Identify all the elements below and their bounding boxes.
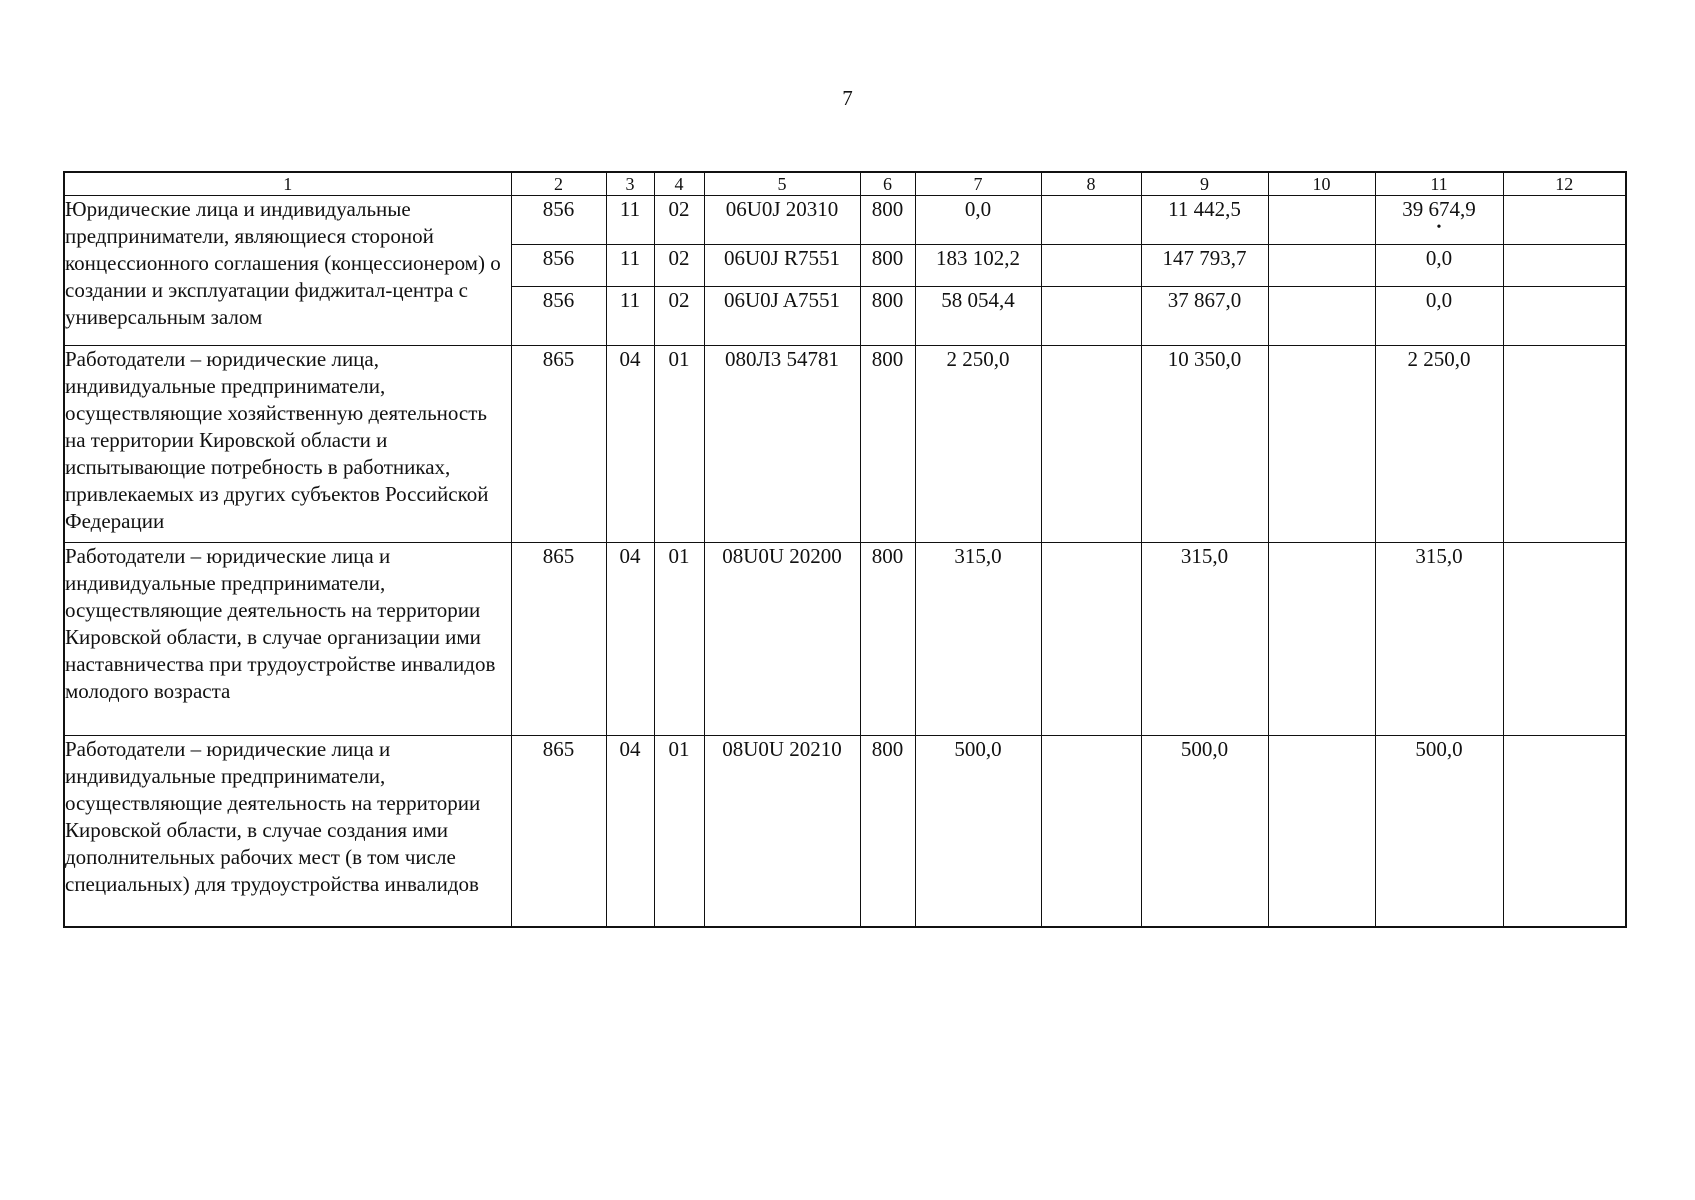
table-cell: 08U0U 20200 [704, 543, 860, 736]
column-header: 12 [1503, 172, 1626, 196]
table-cell [1268, 346, 1375, 543]
column-header: 3 [606, 172, 654, 196]
column-header: 7 [915, 172, 1041, 196]
table-cell: 04 [606, 736, 654, 928]
table-cell [1041, 346, 1141, 543]
column-header: 10 [1268, 172, 1375, 196]
table-cell: 04 [606, 346, 654, 543]
table-cell: 800 [860, 287, 915, 346]
table-cell [1503, 196, 1626, 245]
table-cell: 02 [654, 287, 704, 346]
table-cell: 01 [654, 736, 704, 928]
table-cell: 500,0 [915, 736, 1041, 928]
table-row [64, 196, 1626, 245]
table-cell: 800 [860, 346, 915, 543]
table-cell [1375, 196, 1503, 245]
page-number: 7 [842, 86, 853, 110]
table-cell: 865 [511, 346, 606, 543]
table-cell: 02 [654, 196, 704, 245]
table-cell: 0,0 [1375, 287, 1503, 346]
table-cell: 02 [654, 245, 704, 287]
table-cell: 2 250,0 [915, 346, 1041, 543]
table-cell: 08U0U 20210 [704, 736, 860, 928]
table-cell: 800 [860, 543, 915, 736]
table-cell: 01 [654, 346, 704, 543]
column-header: 1 [64, 172, 511, 196]
column-header: 6 [860, 172, 915, 196]
table-cell: 11 [606, 287, 654, 346]
table-cell: 01 [654, 543, 704, 736]
table-cell: 04 [606, 543, 654, 736]
table-cell [1268, 736, 1375, 928]
table-cell: 856 [511, 245, 606, 287]
table-cell: 183 102,2 [915, 245, 1041, 287]
table-cell [1503, 543, 1626, 736]
table-cell [1268, 245, 1375, 287]
column-header: 8 [1041, 172, 1141, 196]
table-cell: 0,0 [915, 196, 1041, 245]
table-cell: 800 [860, 196, 915, 245]
table-cell: 856 [511, 196, 606, 245]
table-cell [1503, 245, 1626, 287]
cell-value: 39 674,9 [1402, 197, 1476, 221]
table-cell: 2 250,0 [1375, 346, 1503, 543]
table-row [64, 736, 1626, 928]
recipient-description: Юридические лица и индивидуальные предприниматели, являющиеся стороной концессионного соглашения (концессионером) о создании и эксплуатации фиджитал-центра с универсальным залом [64, 196, 511, 346]
table-cell: 37 867,0 [1141, 287, 1268, 346]
table-cell: 800 [860, 245, 915, 287]
table-cell [1268, 196, 1375, 245]
table-cell: 11 [606, 245, 654, 287]
recipient-description: Работодатели – юридические лица, индивидуальные предприниматели, осуществляющие хозяйственную деятельность на территории Кировской области и испытывающие потребность в работниках, привлекаемых из других субъектов Российской Федерации [64, 346, 511, 543]
table-cell [1503, 346, 1626, 543]
column-header: 11 [1375, 172, 1503, 196]
table-cell [1268, 287, 1375, 346]
table-cell: 06U0J A7551 [704, 287, 860, 346]
table-cell: 147 793,7 [1141, 245, 1268, 287]
table-cell: 315,0 [1141, 543, 1268, 736]
table-cell [1041, 287, 1141, 346]
table-cell: 856 [511, 287, 606, 346]
table-cell: 58 054,4 [915, 287, 1041, 346]
table-cell: 080Л3 54781 [704, 346, 860, 543]
table-cell: 06U0J R7551 [704, 245, 860, 287]
table-cell: 11 [606, 196, 654, 245]
table-cell [1041, 196, 1141, 245]
table-cell [1503, 736, 1626, 928]
column-header: 2 [511, 172, 606, 196]
table-cell [1041, 245, 1141, 287]
recipient-description: Работодатели – юридические лица и индивидуальные предприниматели, осуществляющие деятельность на территории Кировской области, в случае создания ими дополнительных рабочих мест (в том числе специальных) для трудоустройства инвалидов [64, 736, 511, 928]
table-cell [1041, 543, 1141, 736]
recipient-description: Работодатели – юридические лица и индивидуальные предприниматели, осуществляющие деятельность на территории Кировской области, в случае организации ими наставничества при трудоустройстве инвалидов молодого возраста [64, 543, 511, 736]
column-header: 5 [704, 172, 860, 196]
table-cell: 315,0 [915, 543, 1041, 736]
table-cell: 500,0 [1141, 736, 1268, 928]
table-cell: 500,0 [1375, 736, 1503, 928]
table-cell: 865 [511, 543, 606, 736]
budget-table [63, 171, 1627, 928]
table-cell: 315,0 [1375, 543, 1503, 736]
table-cell: 11 442,5 [1141, 196, 1268, 245]
scan-dot-mark: • [1436, 220, 1442, 235]
table-row [64, 346, 1626, 543]
column-header: 9 [1141, 172, 1268, 196]
table-cell: 0,0 [1375, 245, 1503, 287]
table-row [64, 543, 1626, 736]
table-cell: 10 350,0 [1141, 346, 1268, 543]
column-number-row [64, 172, 1626, 196]
table-cell: 865 [511, 736, 606, 928]
table-cell [1268, 543, 1375, 736]
table-cell: 800 [860, 736, 915, 928]
table-cell: 06U0J 20310 [704, 196, 860, 245]
table-cell [1041, 736, 1141, 928]
table-cell [1503, 287, 1626, 346]
column-header: 4 [654, 172, 704, 196]
